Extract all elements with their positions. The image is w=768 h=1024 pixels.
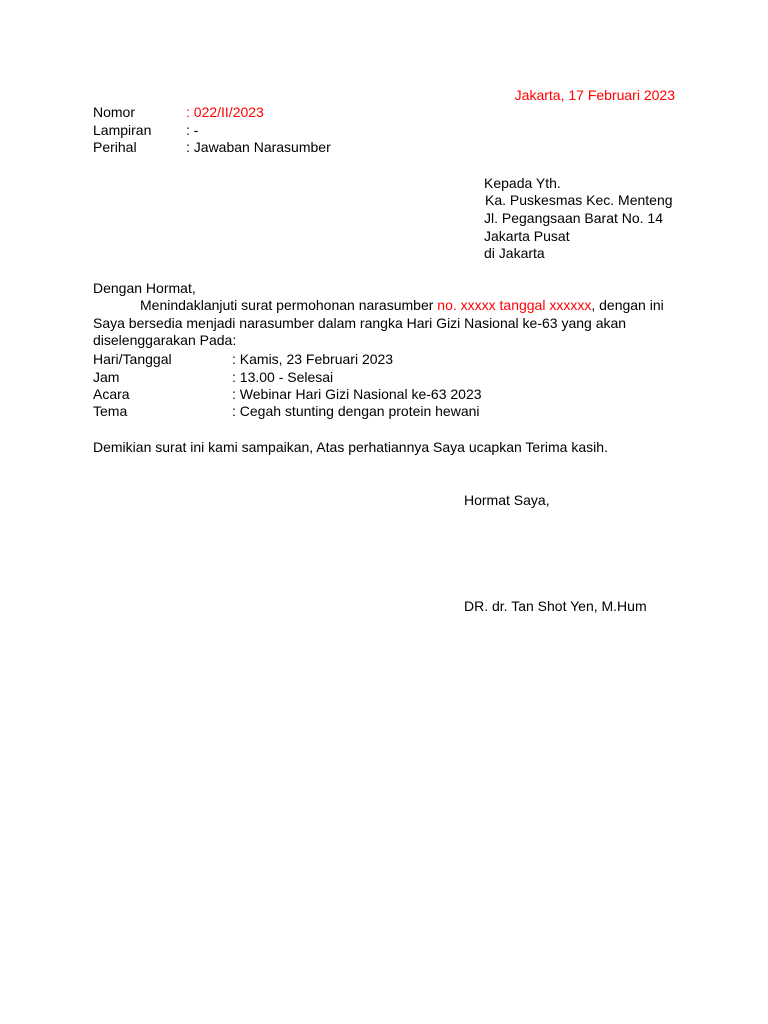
lampiran-label: Lampiran [93,122,152,138]
recipient-line-4: Jakarta Pusat [484,228,570,244]
acara-label: Acara [93,386,130,402]
closing-sentence: Demikian surat ini kami sampaikan, Atas perhatiannya Saya ucapkan Terima kasih. [93,439,608,455]
acara-value: : Webinar Hari Gizi Nasional ke-63 2023 [232,386,482,402]
signature-greeting: Hormat Saya, [464,492,550,508]
recipient-line-2: Ka. Puskesmas Kec. Menteng [485,192,673,208]
jam-value: : 13.00 - Selesai [232,369,334,385]
perihal-value: : Jawaban Narasumber [186,139,331,155]
body-paragraph [93,297,683,350]
body-line-1-end: , dengan ini [591,297,664,313]
nomor-label: Nomor [93,104,136,120]
letter-reference: no. xxxxx tanggal xxxxxx [437,297,592,313]
body-line-2: Saya bersedia menjadi narasumber dalam rangka Hari Gizi Nasional ke-63 yang akan [93,314,627,331]
body-line-1 [93,297,683,315]
hari-label: Hari/Tanggal [93,351,172,367]
body-line-1-start: Menindaklanjuti surat permohonan narasumber [140,297,438,313]
signatory-name: DR. dr. Tan Shot Yen, M.Hum [464,598,647,614]
body-line-3: diselenggarakan Pada: [93,332,237,348]
nomor-value: : 022/II/2023 [186,104,264,120]
tema-label: Tema [93,403,128,419]
lampiran-value: : - [186,122,199,138]
hari-value: : Kamis, 23 Februari 2023 [232,351,394,367]
perihal-label: Perihal [93,139,137,155]
letter-date: Jakarta, 17 Februari 2023 [514,87,675,103]
recipient-line-1: Kepada Yth. [484,175,561,191]
recipient-line-5: di Jakarta [484,245,545,261]
tema-value: : Cegah stunting dengan protein hewani [232,403,480,419]
recipient-line-3: Jl. Pegangsaan Barat No. 14 [484,210,664,226]
jam-label: Jam [93,369,120,385]
salutation: Dengan Hormat, [93,280,196,296]
